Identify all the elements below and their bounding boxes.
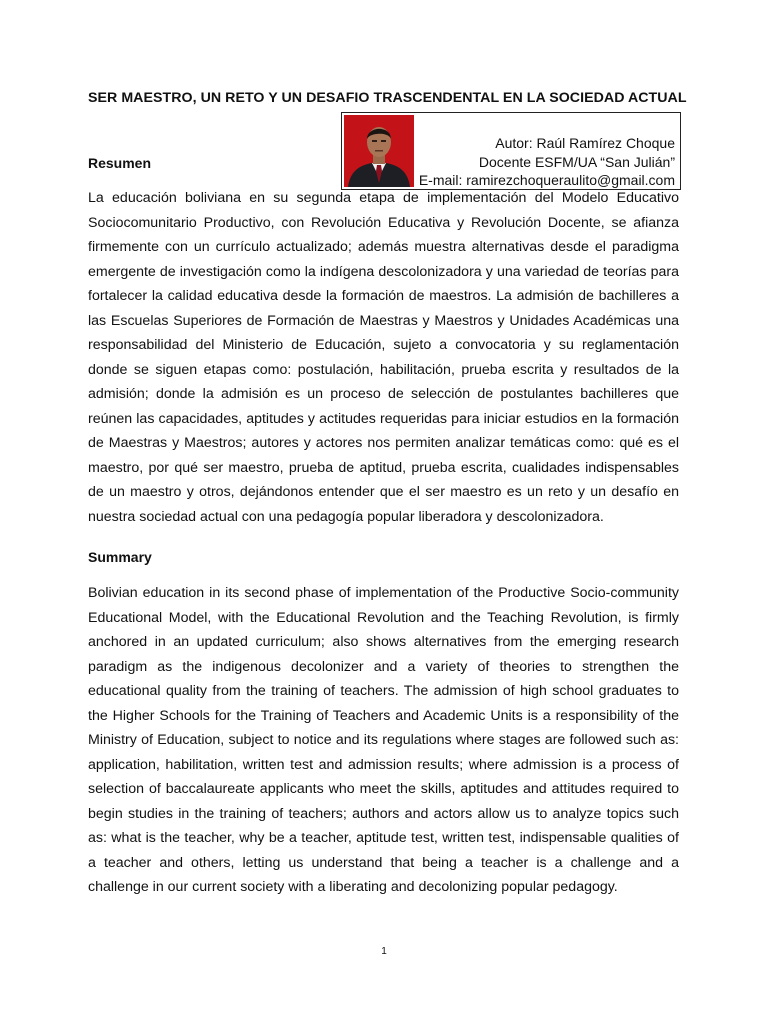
author-email: E-mail: ramirezchoqueraulito@gmail.com (418, 172, 675, 188)
author-info-box (341, 112, 681, 190)
paper-title: SER MAESTRO, UN RETO Y UN DESAFIO TRASCENDENTAL EN LA SOCIEDAD ACTUAL (88, 90, 687, 106)
author-position: Docente ESFM/UA “San Julián” (478, 153, 675, 170)
summary-paragraph: Bolivian education in its second phase of implementation of the Productive Socio-community Educational Model, with the Educational Revolution and the Teaching Revolution, is firmly anchored in an updated curriculum; also shows alternatives from the emerging research paradigm as the indigenous decolonizer and a variety of theories to strengthen the educational quality from the training of teachers. The admission of high school graduates to the Higher Schools for the Training of Teachers and Academic Units is a responsibility of the Ministry of Education, subject to notice and its regulations where stages are followed such as: application, habilitation, written test and admission results; where admission is a process of selection of baccalaureate applicants who meet the skills, aptitudes and attitudes required to begin studies in the training of teachers; authors and actors allow us to analyze topics such as: what is the teacher, why be a teacher, aptitude test, written test, indispensable qualities of a teacher and others, letting us understand that being a teacher is a challenge and a challenge in our current society with a liberating and decolonizing popular pedagogy. (88, 585, 679, 895)
resumen-heading: Resumen (88, 155, 152, 171)
author-details (419, 134, 675, 190)
author-portrait-image (344, 115, 414, 187)
summary-heading: Summary (88, 549, 152, 565)
page-number: 1 (381, 946, 387, 957)
author-photo (344, 115, 414, 187)
author-name: Autor: Raúl Ramírez Choque (495, 135, 675, 151)
resumen-paragraph: La educación boliviana en su segunda etapa de implementación del Modelo Educativo Sociocomunitario Productivo, con Revolución Educativa y Revolución Docente, se afianza firmemente con un currículo actualizado; además muestra alternativas desde el paradigma emergente de investigación como la indígena descolonizadora y una variedad de teorías para fortalecer la calidad educativa desde la formación de maestros. La admisión de bachilleres a las Escuelas Superiores de Formación de Maestras y Maestros y Unidades Académicas una responsabilidad del Ministerio de Educación, sujeto a convocatoria y su reglamentación donde se siguen etapas como: postulación, habilitación, prueba escrita y resultados de la admisión; donde la admisión es un proceso de selección de postulantes bachilleres que reúnen las capacidades, aptitudes y actitudes requeridas para iniciar estudios en la formación de Maestras y Maestros; autores y actores nos permiten analizar temáticas como: qué es el maestro, por qué ser maestro, prueba de aptitud, prueba escrita, cualidades indispensables de un maestro y otros, dejándonos entender que el ser maestro es un reto y un desafío en nuestra sociedad actual con una pedagogía popular liberadora y descolonizadora. (88, 190, 679, 525)
